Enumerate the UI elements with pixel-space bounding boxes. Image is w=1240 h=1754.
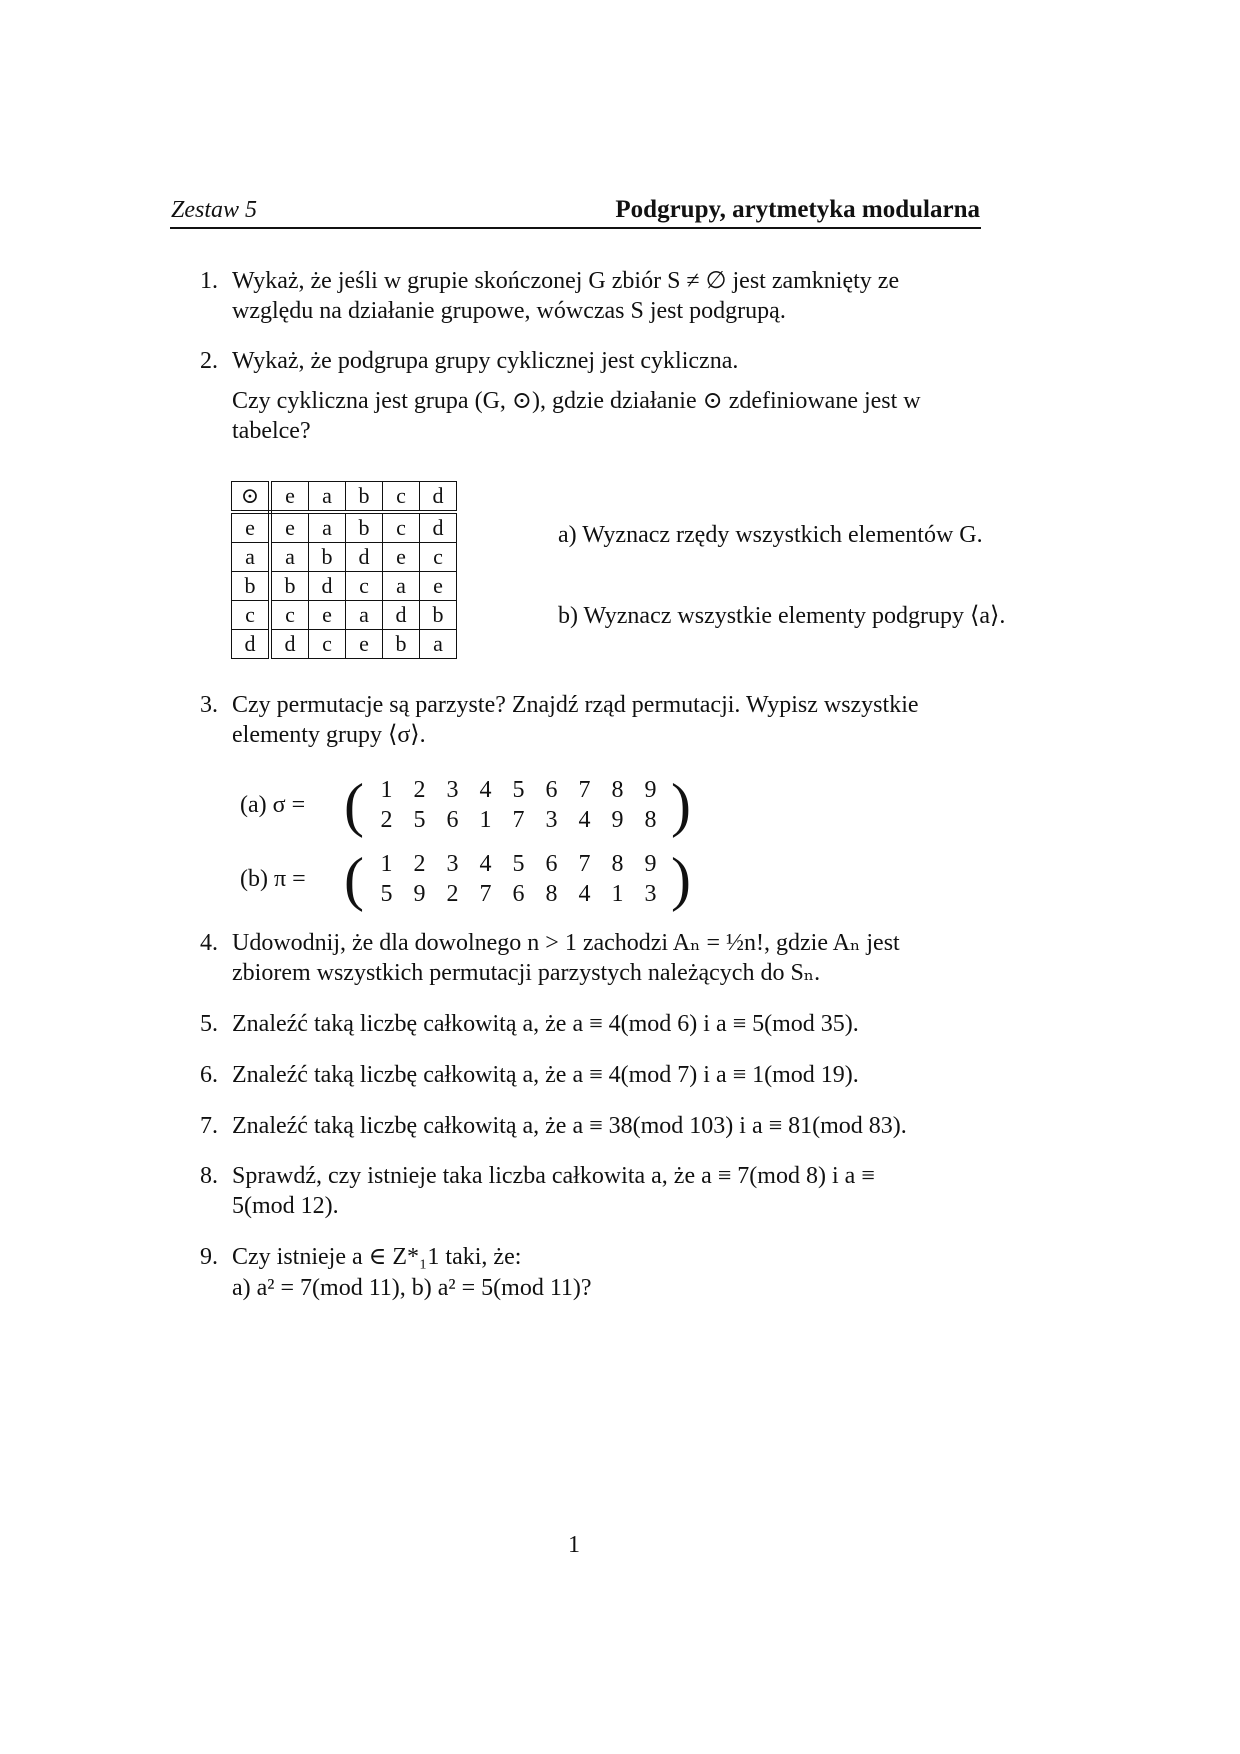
permutation-entry: 5 — [380, 881, 393, 907]
exercise-number: 8. — [200, 1163, 218, 1189]
permutation-entry: 9 — [611, 807, 624, 833]
permutation-entry: 7 — [512, 807, 525, 833]
exercise-text-line: Wykaż, że podgrupa grupy cyklicznej jest cykliczna. — [232, 348, 739, 374]
exercise-text-line: Znaleźć taką liczbę całkowitą a, że a ≡ 4(mod 7) i a ≡ 1(mod 19). — [232, 1062, 859, 1088]
table-cell: b — [383, 630, 420, 659]
exercise-text-line: Czy istnieje a ∈ Z*₁1 taki, że: — [232, 1244, 522, 1270]
table-cell: a — [420, 630, 457, 659]
table-cell: d — [270, 630, 309, 659]
exercise-number: 9. — [200, 1244, 218, 1270]
exercise-number: 1. — [200, 268, 218, 294]
table-cell: e — [232, 512, 271, 543]
permutation-entry: 3 — [545, 807, 558, 833]
exercise-text-line: Czy permutacje są parzyste? Znajdź rząd permutacji. Wypisz wszystkie — [232, 692, 919, 718]
exercise-number: 2. — [200, 348, 218, 374]
table-cell: e — [309, 601, 346, 630]
table-cell: e — [346, 630, 383, 659]
table-cell: e — [420, 572, 457, 601]
permutation-entry: 3 — [446, 777, 459, 803]
exercise-text-line: zbiorem wszystkich permutacji parzystych należących do Sₙ. — [232, 960, 821, 986]
exercise-text-line: Znaleźć taką liczbę całkowitą a, że a ≡ 4(mod 6) i a ≡ 5(mod 35). — [232, 1011, 859, 1037]
permutation-label: (a) σ = — [240, 792, 306, 818]
exercise-text-line: a) a² = 7(mod 11), b) a² = 5(mod 11)? — [232, 1275, 592, 1301]
table-cell: a — [383, 572, 420, 601]
table-row — [232, 482, 457, 513]
permutation-entry: 1 — [380, 851, 393, 877]
permutation-entry: 3 — [446, 851, 459, 877]
permutation-entry: 5 — [512, 851, 525, 877]
table-cell: c — [346, 572, 383, 601]
header-rule — [170, 227, 981, 229]
exercise-text-line: Wykaż, że jeśli w grupie skończonej G zbiór S ≠ ∅ jest zamknięty ze — [232, 268, 900, 294]
table-cell: c — [383, 512, 420, 543]
table-cell: c — [232, 601, 271, 630]
table-cell: d — [346, 543, 383, 572]
table-row — [232, 601, 457, 630]
exercise-number: 3. — [200, 692, 218, 718]
exercise-text-line: względu na działanie grupowe, wówczas S jest podgrupą. — [232, 298, 786, 324]
permutation-entry: 5 — [512, 777, 525, 803]
permutation-entry: 4 — [479, 777, 492, 803]
right-paren: ) — [671, 772, 691, 838]
table-row — [232, 572, 457, 601]
permutation-entry: 7 — [578, 777, 591, 803]
header-set-label: Zestaw 5 — [171, 197, 258, 223]
permutation-entry: 1 — [479, 807, 492, 833]
subtask-a: a) Wyznacz rzędy wszystkich elementów G. — [558, 522, 983, 548]
table-cell: b — [346, 512, 383, 543]
permutation-entry: 8 — [545, 881, 558, 907]
table-cell: d — [383, 601, 420, 630]
header-title: Podgrupy, arytmetyka modularna — [615, 196, 980, 223]
operation-table — [231, 481, 457, 659]
table-cell: a — [232, 543, 271, 572]
table-cell: e — [270, 482, 309, 513]
table-cell: d — [232, 630, 271, 659]
permutation-entry: 4 — [479, 851, 492, 877]
left-paren: ( — [344, 846, 364, 912]
page-number: 1 — [568, 1532, 580, 1558]
table-cell: b — [420, 601, 457, 630]
permutation-bottom-row — [370, 805, 667, 835]
permutation-bottom-row — [370, 879, 667, 909]
permutation-entry: 2 — [380, 807, 393, 833]
exercise-text-line: Sprawdź, czy istnieje taka liczba całkowita a, że a ≡ 7(mod 8) i a ≡ — [232, 1163, 875, 1189]
permutation-entry: 3 — [644, 881, 657, 907]
table-cell: b — [270, 572, 309, 601]
table-cell: e — [270, 512, 309, 543]
permutation-entry: 6 — [545, 851, 558, 877]
permutation-entry: 2 — [446, 881, 459, 907]
permutation-entry: 4 — [578, 881, 591, 907]
permutation-entry: 7 — [578, 851, 591, 877]
permutation-entry: 1 — [380, 777, 393, 803]
right-paren: ) — [671, 846, 691, 912]
permutation-entry: 2 — [413, 777, 426, 803]
table-cell: d — [420, 482, 457, 513]
exercise-text-line: 5(mod 12). — [232, 1193, 339, 1219]
exercise-number: 7. — [200, 1113, 218, 1139]
table-cell: c — [383, 482, 420, 513]
table-cell: a — [309, 482, 346, 513]
permutation-top-row — [370, 775, 667, 805]
exercise-number: 4. — [200, 930, 218, 956]
table-cell: a — [346, 601, 383, 630]
permutation-label: (b) π = — [240, 866, 306, 892]
exercise-text-line: Czy cykliczna jest grupa (G, ⊙), gdzie działanie ⊙ zdefiniowane jest w — [232, 388, 921, 414]
table-cell: b — [232, 572, 271, 601]
permutation-entry: 2 — [413, 851, 426, 877]
table-cell: b — [309, 543, 346, 572]
table-row — [232, 512, 457, 543]
exercise-number: 6. — [200, 1062, 218, 1088]
permutation-entry: 9 — [644, 777, 657, 803]
permutation-entry: 9 — [644, 851, 657, 877]
table-cell: c — [420, 543, 457, 572]
exercise-number: 5. — [200, 1011, 218, 1037]
table-cell: ⊙ — [232, 482, 271, 513]
table-cell: d — [309, 572, 346, 601]
table-cell: b — [346, 482, 383, 513]
permutation-entry: 6 — [545, 777, 558, 803]
permutation-entry: 4 — [578, 807, 591, 833]
table-row — [232, 630, 457, 659]
permutation-entry: 5 — [413, 807, 426, 833]
exercise-text-line: elementy grupy ⟨σ⟩. — [232, 722, 426, 748]
permutation-entry: 6 — [512, 881, 525, 907]
permutation-top-row — [370, 849, 667, 879]
permutation-entry: 7 — [479, 881, 492, 907]
permutation-entry: 6 — [446, 807, 459, 833]
exercise-text-line: tabelce? — [232, 418, 311, 444]
exercise-text-line: Znaleźć taką liczbę całkowitą a, że a ≡ 38(mod 103) i a ≡ 81(mod 83). — [232, 1113, 907, 1139]
permutation-entry: 8 — [611, 777, 624, 803]
table-cell: d — [420, 512, 457, 543]
table-row — [232, 543, 457, 572]
left-paren: ( — [344, 772, 364, 838]
table-cell: c — [270, 601, 309, 630]
permutation-entry: 8 — [611, 851, 624, 877]
subtask-b: b) Wyznacz wszystkie elementy podgrupy ⟨a⟩. — [558, 603, 1006, 629]
table-cell: a — [270, 543, 309, 572]
table-cell: a — [309, 512, 346, 543]
permutation-entry: 1 — [611, 881, 624, 907]
exercise-text-line: Udowodnij, że dla dowolnego n > 1 zachodzi Aₙ = ½n!, gdzie Aₙ jest — [232, 930, 900, 956]
permutation-entry: 9 — [413, 881, 426, 907]
table-cell: c — [309, 630, 346, 659]
permutation-entry: 8 — [644, 807, 657, 833]
table-cell: e — [383, 543, 420, 572]
